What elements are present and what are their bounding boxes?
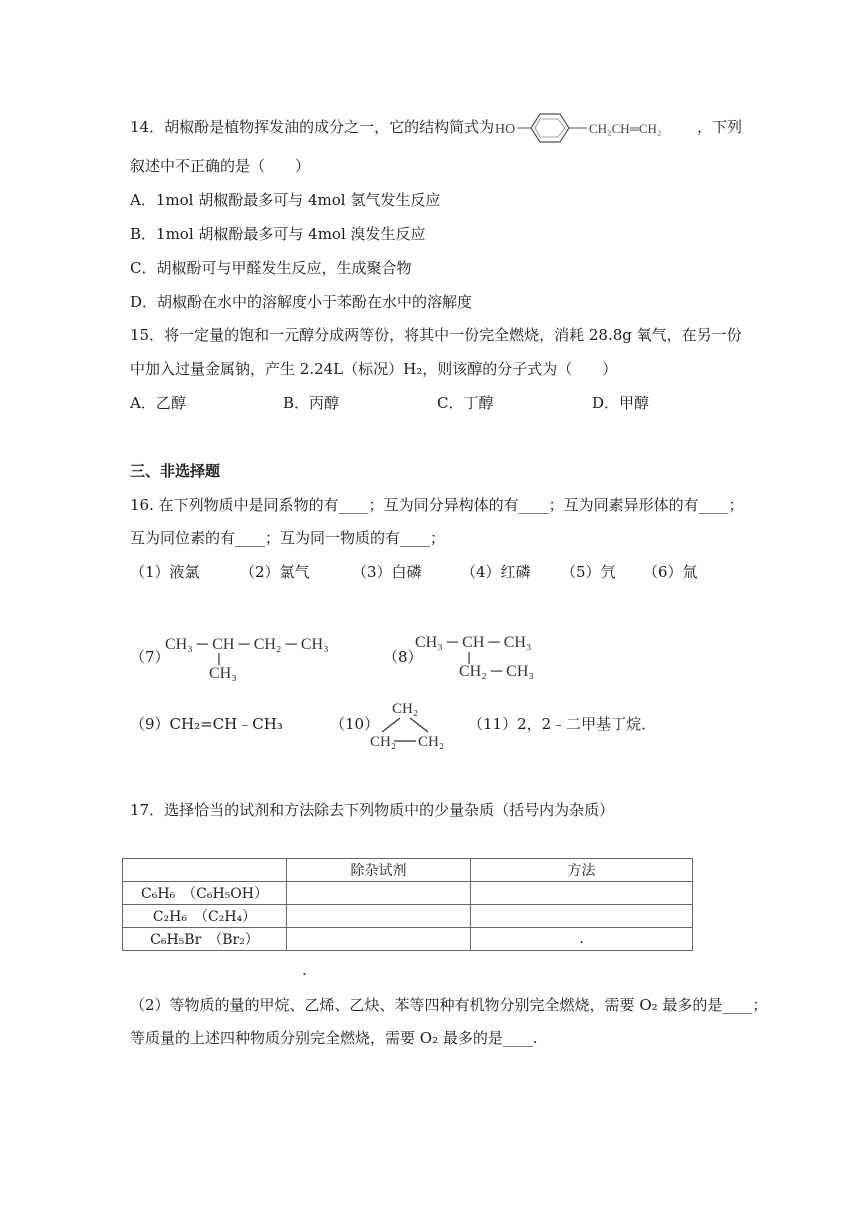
table-cell-reagent (287, 928, 471, 951)
item7-branch: CH₃ (209, 665, 237, 682)
purification-table (122, 858, 693, 951)
cyclopropane-left: CH₂ (370, 734, 397, 750)
table-cell-substance: C₂H₆ （C₂H₄） (123, 905, 287, 928)
q15-option-b: B．丙醇 (283, 394, 340, 412)
table-header-row (123, 859, 693, 882)
q15-option-d: D．甲醇 (592, 394, 650, 412)
item7-main-chain: CH₃ ─ CH ─ CH₂ ─ CH₃ (165, 636, 329, 653)
q16-item-11: （11）2，2﹣二甲基丁烷． (468, 715, 657, 733)
q16-line1: 16. 在下列物质中是同系物的有____；互为同分异构体的有____；互为同素异形体的有____； (130, 496, 744, 514)
table-cell-method (471, 882, 693, 905)
q14-option-c: C．胡椒酚可与甲醛发生反应，生成聚合物 (130, 259, 412, 277)
cyclopropane-apex: CH₂ (392, 701, 419, 717)
q16-item-5: （5）氕 (561, 563, 616, 581)
q17-stem: 17．选择恰当的试剂和方法除去下列物质中的少量杂质（括号内为杂质） (130, 801, 615, 819)
q16-item-8-label: （8） (383, 648, 423, 666)
table-row (123, 882, 693, 905)
table-row (123, 928, 693, 951)
piperol-structure (495, 110, 695, 144)
cyclopropane-structure (368, 694, 448, 752)
q15-option-a: A．乙醇 (130, 394, 186, 412)
q16-item-3: （3）白磷 (352, 563, 422, 581)
q14-stem-line2: 叙述中不正确的是（ ） (130, 157, 311, 175)
q14-option-b: B．1mol 胡椒酚最多可与 4mol 溴发生反应 (130, 225, 426, 243)
q16-line2: 互为同位素的有____；互为同一物质的有____； (130, 529, 446, 547)
q16-item-1: （1）液氯 (130, 563, 200, 581)
q16-item-10-label: （10） (330, 715, 380, 733)
q16-item-7-label: （7） (130, 648, 170, 666)
table-cell-reagent (287, 905, 471, 928)
q16-item-4: （4）红磷 (461, 563, 531, 581)
q15-line2: 中加入过量金属钠，产生 2.24L（标况）H₂，则该醇的分子式为（ ） (130, 360, 618, 378)
stray-dot: . (302, 961, 307, 979)
table-header-cell: 方法 (471, 859, 693, 882)
table-row (123, 905, 693, 928)
q14-stem-part2: ，下列 (697, 118, 743, 136)
section-title: 三、非选择题 (130, 462, 221, 480)
q14-stem-line1 (130, 116, 494, 138)
table-cell-method (471, 905, 693, 928)
table-cell-method: . (471, 928, 693, 951)
benzene-ring-icon (531, 114, 569, 142)
cyclopropane-right: CH₂ (418, 734, 445, 750)
q14-option-d: D．胡椒酚在水中的溶解度小于苯酚在水中的溶解度 (130, 293, 473, 311)
table-cell-substance: C₆H₆ （C₆H₅OH） (123, 882, 287, 905)
q17-part2-line2: 等质量的上述四种物质分别完全燃烧，需要 O₂ 最多的是____. (130, 1029, 538, 1047)
item7-structure (163, 628, 338, 682)
item8-main-chain: CH₃ ─ CH ─ CH₃ (415, 634, 532, 651)
item8-branch: CH₂ ─ CH₃ (459, 663, 534, 680)
item8-structure (413, 628, 553, 682)
q15-option-c: C．丁醇 (437, 394, 494, 412)
table-cell-substance: C₆H₅Br （Br₂） (123, 928, 287, 951)
q17-part2-line1: （2）等物质的量的甲烷、乙烯、乙炔、苯等四种有机物分别完全燃烧，需要 O₂ 最多的是____； (130, 996, 768, 1014)
table-header-cell: 除杂试剂 (287, 859, 471, 882)
piperol-chain: CH₂CH═CH₂ (589, 121, 662, 136)
q14-option-a: A．1mol 胡椒酚最多可与 4mol 氢气发生反应 (130, 191, 441, 209)
q16-item-2: （2）氯气 (240, 563, 310, 581)
q16-item-9: （9）CH₂=CH﹣CH₃ (130, 715, 283, 733)
table-header-cell (123, 859, 287, 882)
piperol-ho: HO (495, 122, 516, 137)
q16-item-6: （6）氚 (643, 563, 698, 581)
table-cell-reagent (287, 882, 471, 905)
q14-stem-part1: 14．胡椒酚是植物挥发油的成分之一，它的结构简式为 (130, 118, 495, 136)
q15-line1: 15．将一定量的饱和一元醇分成两等份，将其中一份完全燃烧，消耗 28.8g 氧气，在另一份 (130, 326, 742, 344)
